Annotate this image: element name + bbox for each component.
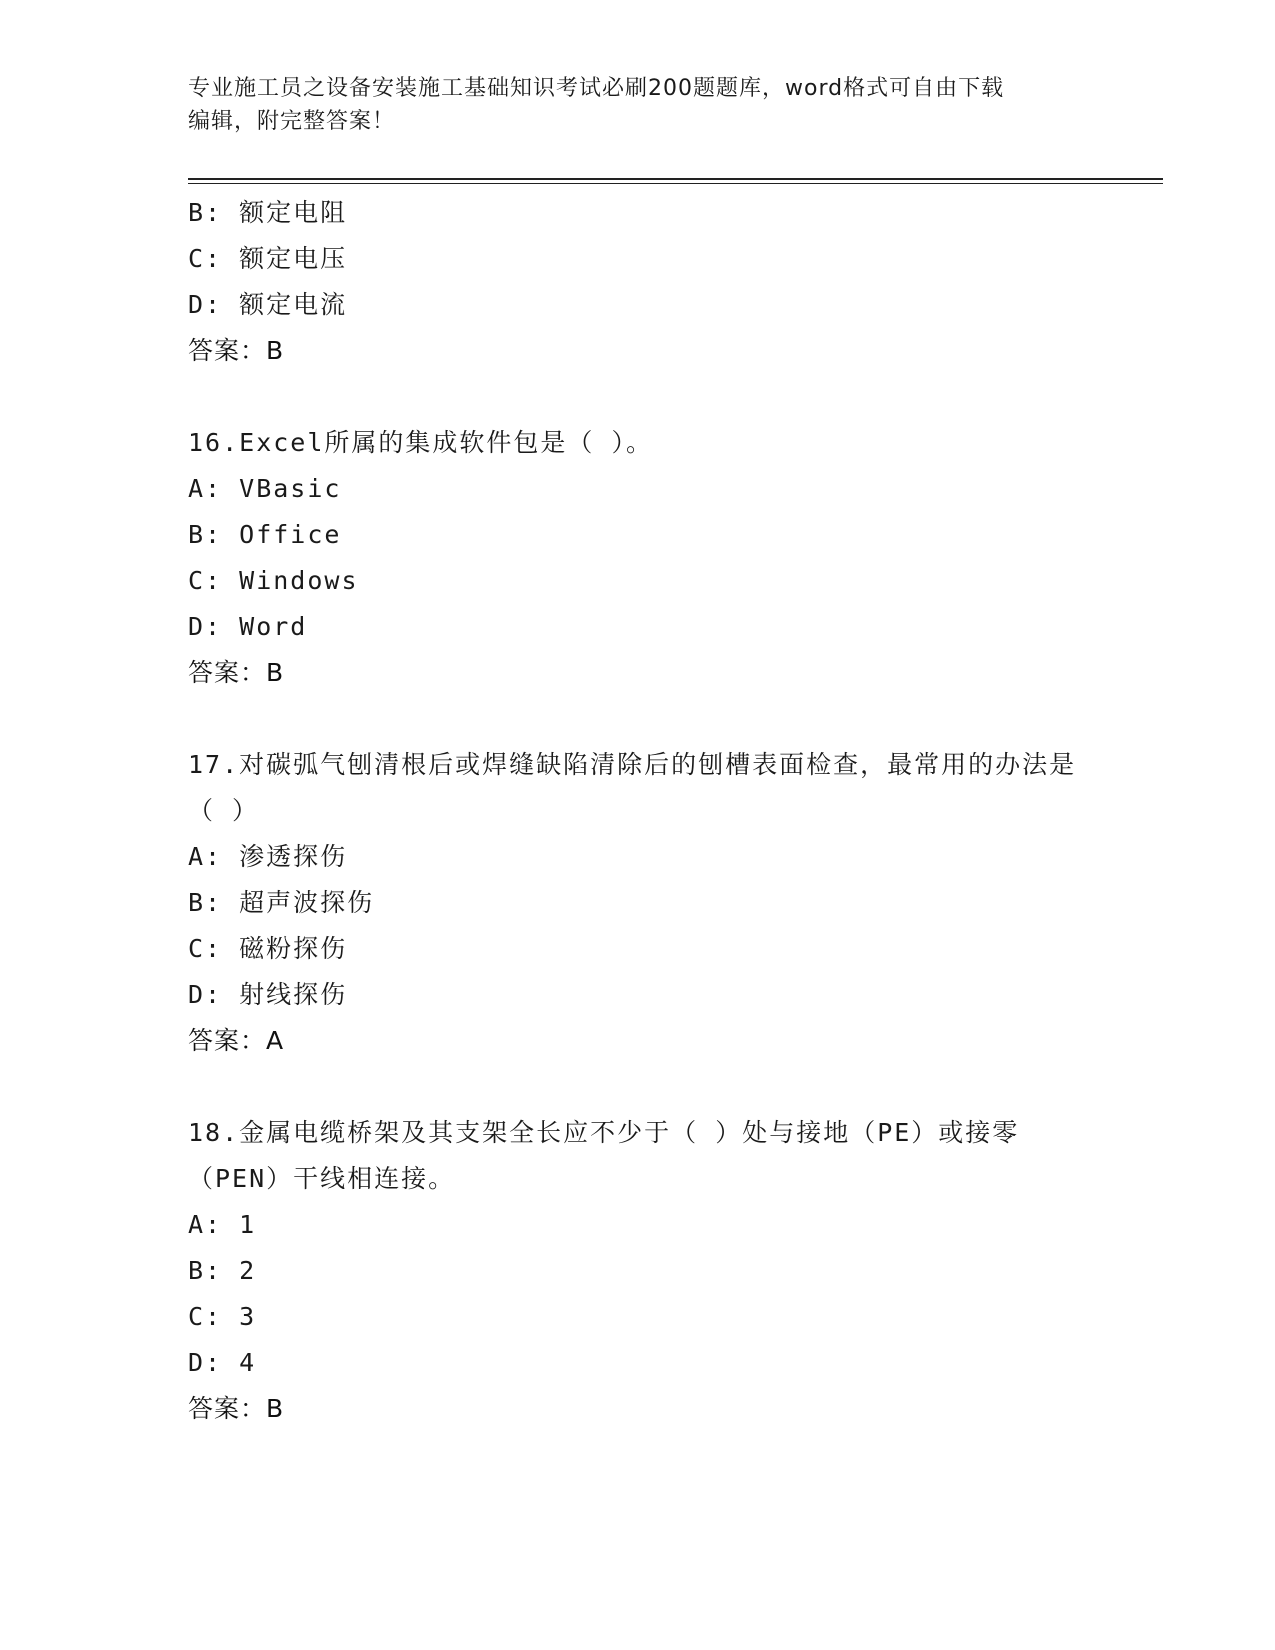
question-17 <box>188 742 1088 1064</box>
option-b: B: Office <box>188 520 342 549</box>
answer-line: 答案：B <box>188 336 285 365</box>
question-stem: 16.Excel所属的集成软件包是（ ）。 <box>188 428 653 457</box>
option-c: C: 额定电压 <box>188 244 348 273</box>
answer-line: 答案：B <box>188 1394 285 1423</box>
question-stem: 18.金属电缆桥架及其支架全长应不少于（ ）处与接地（PE）或接零（PEN）干线相连接。 <box>188 1118 1020 1193</box>
option-d: D: 4 <box>188 1348 257 1377</box>
header-divider-thick <box>188 178 1163 180</box>
option-a: A: 渗透探伤 <box>188 842 348 871</box>
option-b: B: 2 <box>188 1256 257 1285</box>
option-b: B: 额定电阻 <box>188 198 348 227</box>
partial-question-15 <box>188 190 1088 374</box>
question-18 <box>188 1110 1088 1432</box>
option-c: C: 磁粉探伤 <box>188 934 348 963</box>
option-a: A: VBasic <box>188 474 342 503</box>
option-c: C: Windows <box>188 566 359 595</box>
answer-line: 答案：B <box>188 658 285 687</box>
option-d: D: 额定电流 <box>188 290 348 319</box>
header-title-line-2: 编辑，附完整答案！ <box>188 109 396 134</box>
option-b: B: 超声波探伤 <box>188 888 375 917</box>
question-16 <box>188 420 1088 696</box>
document-header <box>188 72 1088 138</box>
option-c: C: 3 <box>188 1302 257 1331</box>
header-title-line-1: 专业施工员之设备安装施工基础知识考试必刷200题题库，word格式可自由下载 <box>188 76 1005 101</box>
option-d: D: Word <box>188 612 308 641</box>
header-divider-thin <box>188 183 1163 184</box>
questions-content <box>188 190 1088 1432</box>
answer-line: 答案：A <box>188 1026 285 1055</box>
option-a: A: 1 <box>188 1210 257 1239</box>
option-d: D: 射线探伤 <box>188 980 348 1009</box>
question-stem: 17.对碳弧气刨清根后或焊缝缺陷清除后的刨槽表面检查，最常用的办法是（ ） <box>188 750 1077 825</box>
